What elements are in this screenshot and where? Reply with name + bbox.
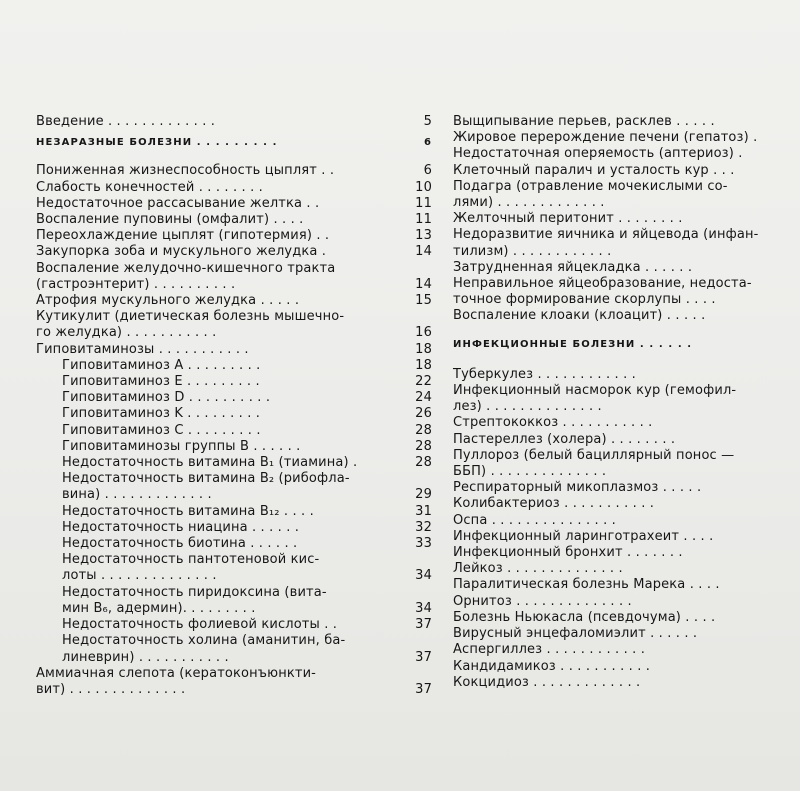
toc-entry-line: ИНФЕКЦИОННЫЕ БОЛЕЗНИ . . . . . .	[453, 338, 693, 350]
toc-entry	[453, 480, 800, 496]
toc-right-column	[453, 114, 800, 691]
toc-entry	[36, 423, 432, 439]
toc-page-number: 11	[415, 195, 432, 211]
toc-entry-line: Недостаточное рассасывание желтка . .	[36, 195, 320, 211]
toc-page-number: 33	[415, 536, 432, 552]
toc-entry	[36, 244, 432, 260]
toc-entry-line: Недостаточность пиридоксина (вита-	[62, 584, 327, 600]
toc-entry	[453, 513, 800, 529]
toc-entry-line: линеврин) . . . . . . . . . . .	[62, 649, 229, 665]
toc-page-number: 5	[423, 114, 432, 129]
toc-entry-line: Пастереллез (холера) . . . . . . . .	[453, 431, 676, 447]
toc-entry	[36, 374, 432, 390]
toc-entry-line: Затрудненная яйцекладка . . . . . .	[453, 259, 693, 275]
toc-page-number: 28	[415, 455, 432, 471]
toc-entry-line: Пониженная жизнеспособность цыплят . .	[36, 163, 335, 179]
toc-entry-line: Подагра (отравление мочекислыми со-	[453, 178, 728, 194]
toc-entry-line: Недостаточность фолиевой кислоты . .	[62, 617, 338, 633]
toc-page-number: 13	[415, 228, 432, 244]
toc-entry	[36, 504, 432, 520]
toc-entry	[453, 308, 800, 324]
toc-entry-line: Инфекционный бронхит . . . . . . .	[453, 545, 683, 561]
toc-entry	[453, 675, 800, 691]
toc-entry-line: Аспергиллез . . . . . . . . . . . .	[453, 642, 646, 658]
toc-entry-line: Инфекционный насморок кур (гемофил-	[453, 383, 737, 399]
toc-page-number: 29	[415, 487, 432, 503]
toc-entry-line: Инфекционный ларинготрахеит . . . .	[453, 528, 714, 544]
toc-page-number: 14	[415, 276, 432, 292]
toc-entry	[453, 529, 800, 545]
toc-page-number: 34	[415, 568, 432, 584]
toc-page-number: 10	[415, 179, 432, 195]
toc-entry-line: Колибактериоз . . . . . . . . . . .	[453, 496, 655, 512]
toc-entry-line: (гастроэнтерит) . . . . . . . . . .	[36, 276, 236, 292]
toc-entry-line: Гиповитаминоз D . . . . . . . . . .	[62, 390, 271, 406]
toc-entry-line: Оспа . . . . . . . . . . . . . . .	[453, 512, 616, 528]
toc-entry-line: Недостаточность ниацина . . . . . .	[62, 519, 300, 535]
toc-entry-line: Вирусный энцефаломиэлит . . . . . .	[453, 626, 698, 642]
toc-entry	[453, 367, 800, 383]
toc-entry	[453, 211, 800, 227]
toc-entry-line: точное формирование скорлупы . . . .	[453, 292, 716, 308]
toc-entry	[36, 520, 432, 536]
toc-entry-line: Недостаточность витамина B₁ (тиамина) .	[62, 455, 358, 471]
toc-entry-line: Желточный перитонит . . . . . . . .	[453, 211, 683, 227]
toc-page-number: 28	[415, 438, 432, 454]
toc-entry-line: лями) . . . . . . . . . . . . .	[453, 195, 605, 211]
toc-entry-line: Паралитическая болезнь Марека . . . .	[453, 577, 720, 593]
toc-entry	[453, 496, 800, 512]
toc-entry	[453, 114, 800, 130]
toc-page-number: 32	[415, 519, 432, 535]
toc-entry	[36, 212, 432, 228]
toc-entry-line: Введение . . . . . . . . . . . . .	[36, 114, 216, 129]
toc-entry	[36, 390, 432, 406]
toc-entry-line: Недостаточность витамина B₁₂ . . . .	[62, 503, 314, 519]
toc-entry-line: Недоразвитие яичника и яйцевода (инфан-	[453, 227, 759, 243]
toc-entry	[36, 196, 432, 212]
toc-entry-line: Гиповитаминоз A . . . . . . . . .	[62, 357, 261, 373]
toc-entry-line: Аммиачная слепота (кератоконъюнкти-	[36, 665, 317, 681]
toc-entry	[36, 552, 432, 584]
toc-entry	[453, 432, 800, 448]
toc-page-number: 6	[423, 163, 432, 179]
toc-entry	[36, 358, 432, 374]
toc-entry	[453, 448, 800, 480]
toc-page-number: 37	[415, 681, 432, 697]
toc-entry-line: Неправильное яйцеобразование, недоста-	[453, 276, 752, 292]
toc-entry-line: Воспаление желудочно-кишечного тракта	[36, 260, 336, 276]
toc-page-number: 37	[415, 649, 432, 665]
toc-entry-line: тилизм) . . . . . . . . . . . .	[453, 243, 612, 259]
toc-entry-line: Клеточный паралич и усталость кур . . .	[453, 162, 735, 178]
toc-entry	[453, 594, 800, 610]
toc-entry-line: Кутикулит (диетическая болезнь мышечно-	[36, 309, 345, 325]
toc-entry-line: Недостаточная оперяемость (аптериоз) .	[453, 146, 743, 162]
toc-entry	[36, 439, 432, 455]
toc-entry-line: Выщипывание перьев, расклев . . . . .	[453, 114, 715, 129]
toc-entry	[453, 561, 800, 577]
toc-entry-line: Кандидамикоз . . . . . . . . . . .	[453, 658, 651, 674]
toc-entry-line: Стрептококкоз . . . . . . . . . . .	[453, 415, 653, 431]
toc-entry-line: Гиповитаминозы группы B . . . . . .	[62, 438, 301, 454]
toc-entry-line: НЕЗАРАЗНЫЕ БОЛЕЗНИ . . . . . . . . .	[36, 137, 278, 149]
toc-entry-line: Воспаление клоаки (клоацит) . . . . .	[453, 308, 706, 324]
toc-entry-line: Воспаление пуповины (омфалит) . . . .	[36, 212, 304, 228]
toc-entry	[453, 415, 800, 431]
toc-entry	[36, 455, 432, 471]
toc-entry	[453, 659, 800, 675]
toc-entry-line: Орнитоз . . . . . . . . . . . . . .	[453, 593, 632, 609]
toc-entry	[453, 383, 800, 415]
toc-entry	[36, 406, 432, 422]
toc-entry-line: вина) . . . . . . . . . . . . .	[62, 487, 212, 503]
toc-entry-line: Закупорка зоба и мускульного желудка .	[36, 244, 327, 260]
toc-entry-line: го желудка) . . . . . . . . . . .	[36, 325, 217, 341]
toc-entry	[36, 633, 432, 665]
toc-entry-line: Недостаточность пантотеновой кис-	[62, 552, 320, 568]
toc-entry	[453, 179, 800, 211]
toc-entry	[453, 227, 800, 259]
toc-entry	[36, 163, 432, 179]
toc-entry	[453, 626, 800, 642]
toc-entry	[453, 577, 800, 593]
toc-page-number: 31	[415, 503, 432, 519]
toc-entry	[36, 666, 432, 698]
toc-entry	[36, 471, 432, 503]
toc-entry	[453, 130, 800, 146]
toc-entry	[453, 610, 800, 626]
toc-section-heading	[36, 135, 432, 151]
toc-page-number: 24	[415, 390, 432, 406]
toc-entry-line: Респираторный микоплазмоз . . . . .	[453, 480, 702, 496]
toc-entry-line: Кокцидиоз . . . . . . . . . . . . .	[453, 674, 641, 690]
toc-entry-line: Гиповитаминоз E . . . . . . . . .	[62, 374, 260, 390]
toc-entry	[36, 114, 432, 130]
toc-entry-line: Недостаточность биотина . . . . . .	[62, 536, 298, 552]
toc-entry	[36, 309, 432, 341]
toc-entry-line: лоты . . . . . . . . . . . . . .	[62, 568, 217, 584]
toc-entry-line: Атрофия мускульного желудка . . . . .	[36, 293, 300, 309]
toc-entry-line: Слабость конечностей . . . . . . . .	[36, 179, 263, 195]
toc-entry-line: мин B₆, адермин). . . . . . . . .	[62, 600, 256, 616]
toc-entry-line: Пуллороз (белый бациллярный понос —	[453, 447, 735, 463]
toc-entry	[36, 293, 432, 309]
toc-entry	[453, 146, 800, 162]
toc-entry-line: Переохлаждение цыплят (гипотермия) . .	[36, 228, 330, 244]
toc-page-number: 18	[415, 357, 432, 373]
toc-entry-line: Болезнь Ньюкасла (псевдочума) . . . .	[453, 609, 716, 625]
toc-entry-line: Лейкоз . . . . . . . . . . . . . .	[453, 561, 623, 577]
toc-page-number: 14	[415, 244, 432, 260]
toc-page-number: 11	[415, 212, 432, 228]
toc-entry-line: Гиповитаминоз K . . . . . . . . .	[62, 406, 261, 422]
toc-entry	[36, 180, 432, 196]
toc-entry-line: Недостаточность холина (аманитин, ба-	[62, 633, 346, 649]
toc-page-number: 6	[423, 137, 432, 149]
toc-page-number: 26	[415, 406, 432, 422]
toc-entry	[36, 585, 432, 617]
toc-entry	[453, 163, 800, 179]
toc-page-number: 22	[415, 374, 432, 390]
toc-entry	[36, 617, 432, 633]
toc-left-column	[36, 114, 432, 698]
toc-entry-line: Гиповитаминозы . . . . . . . . . . .	[36, 341, 249, 357]
toc-entry-line: Недостаточность витамина B₂ (рибофла-	[62, 471, 350, 487]
toc-entry	[36, 228, 432, 244]
toc-page-number: 16	[415, 325, 432, 341]
toc-entry	[36, 536, 432, 552]
toc-entry-line: вит) . . . . . . . . . . . . . .	[36, 681, 186, 697]
toc-entry	[453, 642, 800, 658]
toc-page-number: 34	[415, 600, 432, 616]
toc-entry	[453, 276, 800, 308]
toc-section-heading	[453, 337, 800, 353]
toc-entry-line: Жировое перерождение печени (гепатоз) .	[453, 130, 758, 146]
toc-page-number: 37	[415, 617, 432, 633]
toc-entry	[453, 260, 800, 276]
toc-page-number: 28	[415, 422, 432, 438]
toc-page-number: 15	[415, 293, 432, 309]
toc-entry-line: Туберкулез . . . . . . . . . . . .	[453, 366, 636, 382]
toc-entry	[36, 342, 432, 358]
toc-page-number: 18	[415, 341, 432, 357]
toc-entry-line: ББП) . . . . . . . . . . . . . .	[453, 464, 607, 480]
toc-entry-line: Гиповитаминоз C . . . . . . . . .	[62, 422, 261, 438]
toc-entry	[36, 261, 432, 293]
toc-entry	[453, 545, 800, 561]
toc-entry-line: лез) . . . . . . . . . . . . . .	[453, 399, 602, 415]
